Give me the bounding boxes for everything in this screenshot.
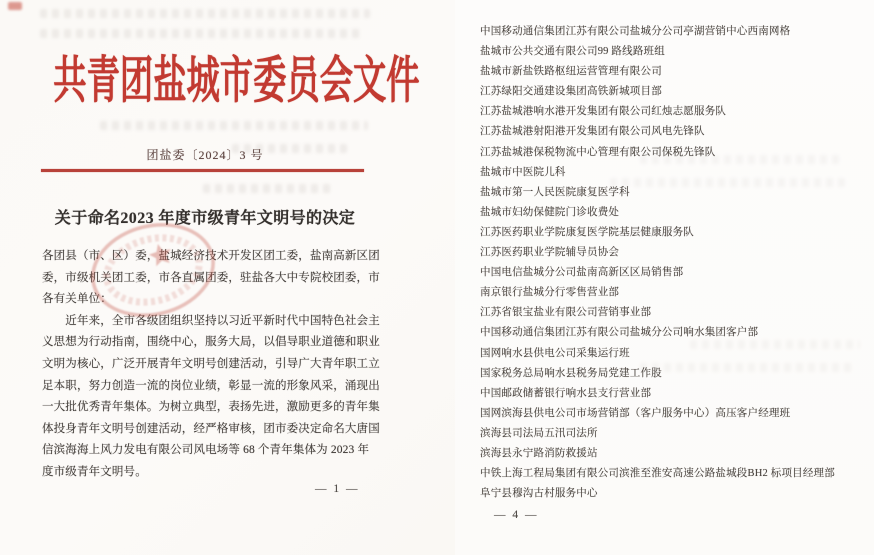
bleedthrough-artifact — [40, 9, 370, 18]
awardee-list-item: 滨海县永宁路消防救援站 — [480, 447, 598, 459]
awardee-list-item: 盐城市公共交通有限公司99 路线路班组 — [480, 46, 665, 58]
body-line: 信滨海海上风力发电有限公司风电场等 68 个青年集体为 2023 年 — [42, 444, 370, 457]
awardee-list-item: 中国邮政储蓄银行响水县支行营业部 — [480, 387, 652, 399]
body-line: 委，市级机关团工委，市各直属团委，驻盐各大中专院校团委，市 — [42, 271, 380, 284]
awardee-list-item: 盐城市中医院儿科 — [480, 166, 566, 178]
awardees-list — [480, 22, 874, 504]
awardee-list-item: 国网滨海县供电公司市场营销部（客户服务中心）高压客户经理班 — [480, 407, 791, 419]
awardee-list-item: 阜宁县穆沟古村服务中心 — [480, 488, 598, 500]
awardee-list-item: 江苏盐城港响水港开发集团有限公司红烛志愿服务队 — [480, 106, 727, 118]
awardee-list-item: 江苏医药职业学院康复医学院基层健康服务队 — [480, 226, 694, 238]
awardee-list-item: 江苏盐城港保税物流中心管理有限公司保税先锋队 — [480, 146, 716, 158]
body-line: 近年来，全市各级团组织坚持以习近平新时代中国特色社会主 — [42, 314, 380, 327]
awardee-list-item: 滨海县司法局五汛司法所 — [480, 427, 598, 439]
letterhead-title: 共青团盐城市委员会文件 — [53, 52, 420, 109]
letterhead-rule — [41, 169, 364, 172]
body-line: 足本职，努力创造一流的岗位业绩，彰显一流的形象风采，涌现出 — [42, 379, 380, 392]
page-number: — 1 — — [315, 483, 360, 495]
bleedthrough-artifact — [100, 121, 368, 130]
body-line: 文明为核心，广泛开展青年文明号创建活动，引导广大青年职工立 — [42, 357, 380, 370]
document-body — [42, 246, 382, 484]
awardee-list-item: 江苏省银宝盐业有限公司营销事业部 — [480, 307, 652, 319]
awardee-list-item: 中国电信盐城分公司盐南高新区区局销售部 — [480, 267, 684, 279]
awardee-list-item: 盐城市第一人民医院康复医学科 — [480, 186, 630, 198]
body-line: 度市级青年文明号。 — [42, 465, 147, 478]
bleedthrough-artifact — [203, 184, 331, 193]
awardee-list-item: 国家税务总局响水县税务局党建工作股 — [480, 367, 662, 379]
awardee-list-item: 江苏医药职业学院辅导员协会 — [480, 247, 620, 259]
page-number: — 4 — — [494, 509, 539, 521]
awardee-list-item: 中国移动通信集团江苏有限公司盐城分公司响水集团客户部 — [480, 327, 759, 339]
body-line: 体投身青年文明号创建活动，经严格审核，团市委决定命名大唐国 — [42, 422, 380, 435]
awardee-list-item: 江苏绿阳交通建设集团高铁新城项目部 — [480, 86, 662, 98]
document-number: 团盐委〔2024〕3 号 — [146, 148, 264, 162]
awardee-list-item: 中铁上海工程局集团有限公司滨淮至淮安高速公路盐城段BH2 标项目经理部 — [480, 468, 835, 480]
scan-red-mark — [8, 2, 22, 10]
body-line: 义思想为行动指南，围绕中心，服务大局，以倡导职业道德和职业 — [42, 336, 380, 349]
awardee-list-item: 中国移动通信集团江苏有限公司盐城分公司亭湖营销中心西南网格 — [480, 26, 791, 37]
awardee-list-item: 江苏盐城港射阳港开发集团有限公司风电先锋队 — [480, 126, 705, 138]
body-line: 一大批优秀青年集体。为树立典型，表扬先进，激励更多的青年集 — [42, 401, 380, 414]
awardee-list-item: 盐城市新盐铁路枢纽运营管理有限公司 — [480, 66, 662, 78]
bleedthrough-artifact — [40, 29, 362, 38]
awardee-list-item: 国网响水县供电公司采集运行班 — [480, 347, 630, 359]
awardee-list-item: 盐城市妇幼保健院门诊收费处 — [480, 206, 620, 218]
awardee-list-item: 南京银行盐城分行零售营业部 — [480, 287, 620, 299]
document-title: 关于命名2023 年度市级青年文明号的决定 — [54, 210, 356, 227]
body-line: 各团县（市、区）委，盐城经济技术开发区团工委，盐南高新区团 — [42, 250, 380, 262]
body-line: 各有关单位： — [42, 293, 112, 306]
